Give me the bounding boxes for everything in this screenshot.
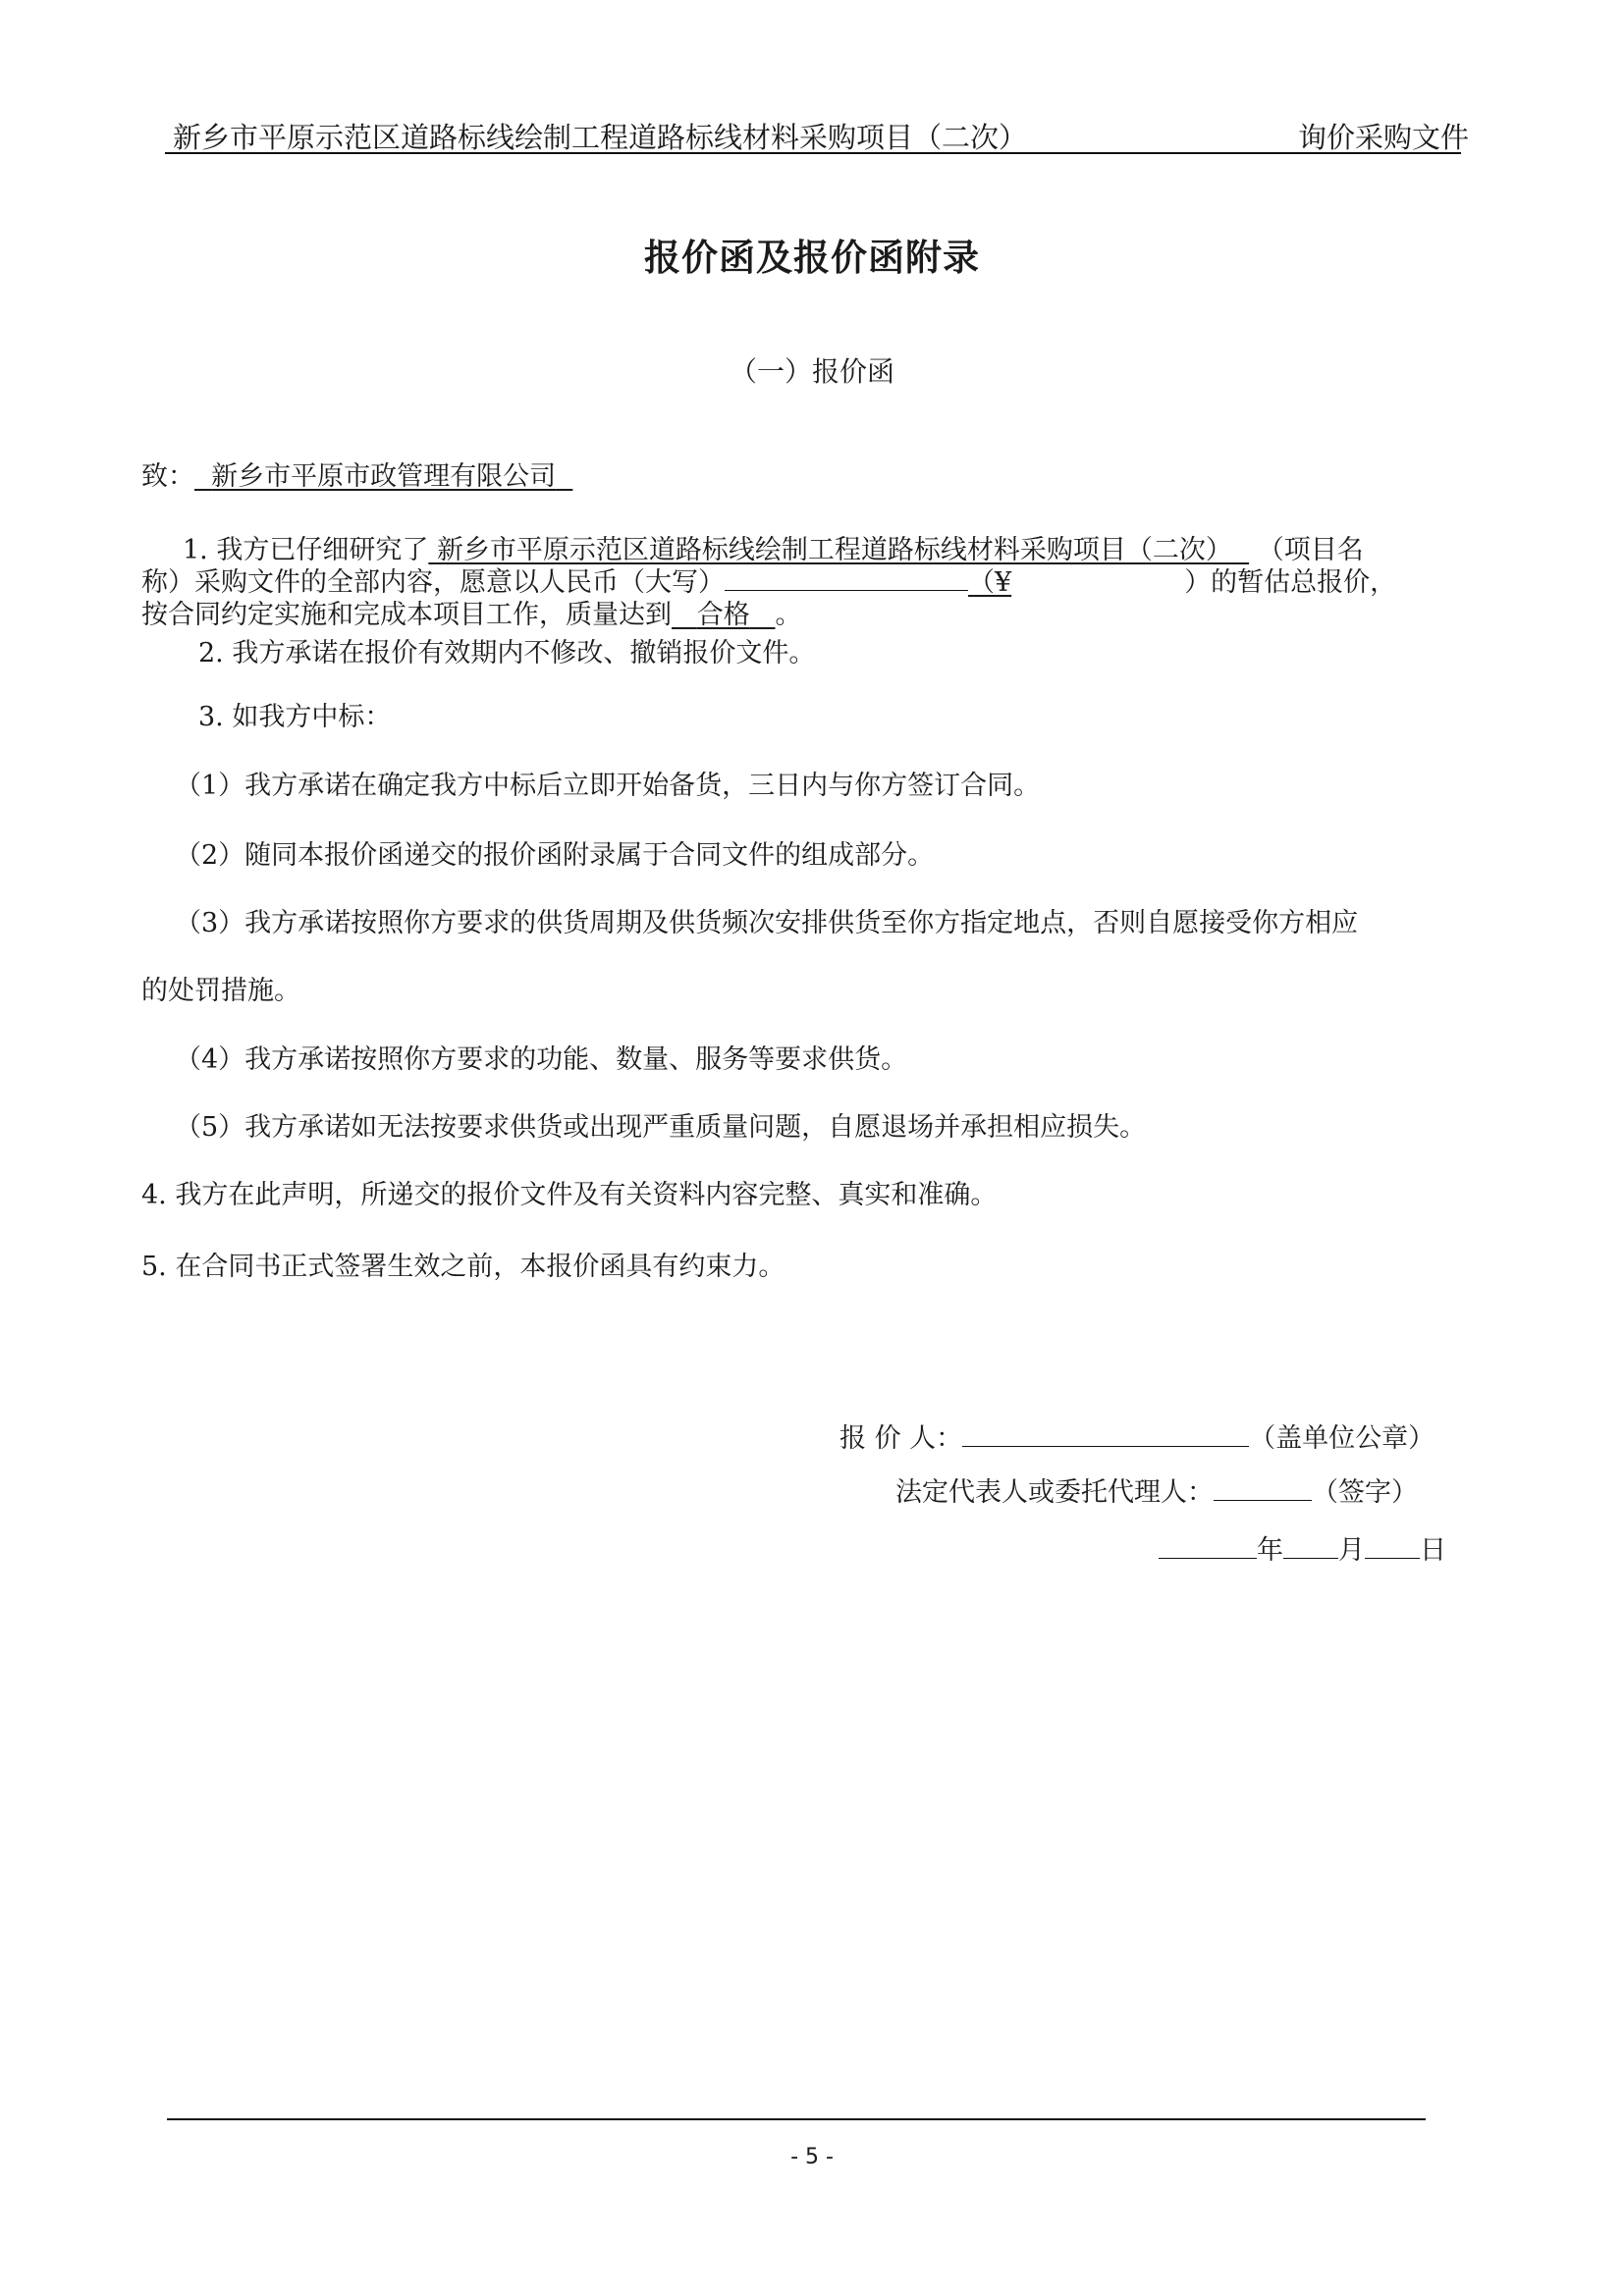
item1-project: 新乡市平原示范区道路标线绘制工程道路标线材料采购项目（二次） <box>436 535 1232 565</box>
sub-item-3-cont: 的处罚措施。 <box>141 976 300 1006</box>
item1-text-d: ）的暂估总报价， <box>1184 567 1397 598</box>
item3: 3. 如我方中标： <box>198 702 392 732</box>
item1-text-e: 按合同约定实施和完成本项目工作，质量达到 <box>141 600 672 630</box>
representative-line <box>895 1470 1418 1509</box>
sub-item-4: （4）我方承诺按照你方要求的功能、数量、服务等要求供货。 <box>175 1044 908 1075</box>
header-rule <box>165 152 1461 154</box>
rep-note: （签字） <box>1312 1477 1418 1508</box>
page-number: - 5 - <box>790 2145 834 2169</box>
date-line <box>1159 1528 1446 1567</box>
item2: 2. 我方承诺在报价有效期内不修改、撤销报价文件。 <box>198 638 816 668</box>
month-blank[interactable] <box>1283 1534 1338 1559</box>
quality-level: 合格 <box>696 600 750 630</box>
header-doc-type: 询价采购文件 <box>1298 121 1470 154</box>
bidder-label: 报 价 人： <box>839 1423 963 1454</box>
rep-label: 法定代表人或委托代理人： <box>895 1477 1214 1508</box>
recipient-name: 新乡市平原市政管理有限公司 <box>211 461 557 492</box>
sub-item-1: （1）我方承诺在确定我方中标后立即开始备货，三日内与你方签订合同。 <box>175 771 1041 801</box>
sub-item-2: （2）随同本报价函递交的报价函附录属于合同文件的组成部分。 <box>175 840 935 871</box>
day-blank[interactable] <box>1365 1534 1420 1559</box>
section-subtitle: （一）报价函 <box>729 355 894 388</box>
item1-line3 <box>141 593 802 631</box>
bidder-note: （盖单位公章） <box>1249 1423 1435 1454</box>
recipient-prefix: 致： <box>141 461 194 492</box>
footer-rule <box>167 2118 1426 2120</box>
day-label: 日 <box>1420 1535 1446 1566</box>
item1-text-b: （项目名 <box>1257 535 1364 565</box>
item5: 5. 在合同书正式签署生效之前，本报价函具有约束力。 <box>141 1252 785 1282</box>
item4: 4. 我方在此声明，所递交的报价文件及有关资料内容完整、真实和准确。 <box>141 1180 998 1210</box>
item1-text-a: 1. 我方已仔细研究了 <box>183 535 429 565</box>
bidder-line <box>839 1416 1435 1455</box>
sub-item-5: （5）我方承诺如无法按要求供货或出现严重质量问题，自愿退场并承担相应损失。 <box>175 1112 1147 1143</box>
item1-text-f: 。 <box>775 600 802 630</box>
amount-words-blank[interactable] <box>725 566 968 591</box>
rep-signature-blank[interactable] <box>1214 1476 1312 1501</box>
amount-figures-blank[interactable]: （¥ <box>968 567 1012 598</box>
item1-text-c: 称）采购文件的全部内容，愿意以人民币（大写） <box>141 567 725 598</box>
year-label: 年 <box>1257 1535 1283 1566</box>
recipient-line <box>141 454 572 493</box>
year-blank[interactable] <box>1159 1534 1257 1559</box>
bidder-seal-blank[interactable] <box>962 1422 1249 1447</box>
page-title: 报价函及报价函附录 <box>644 237 980 279</box>
month-label: 月 <box>1338 1535 1365 1566</box>
header-project-name: 新乡市平原示范区道路标线绘制工程道路标线材料采购项目（二次） <box>173 121 1028 154</box>
sub-item-3: （3）我方承诺按照你方要求的供货周期及供货频次安排供货至你方指定地点，否则自愿接受你方相应 <box>175 908 1359 938</box>
